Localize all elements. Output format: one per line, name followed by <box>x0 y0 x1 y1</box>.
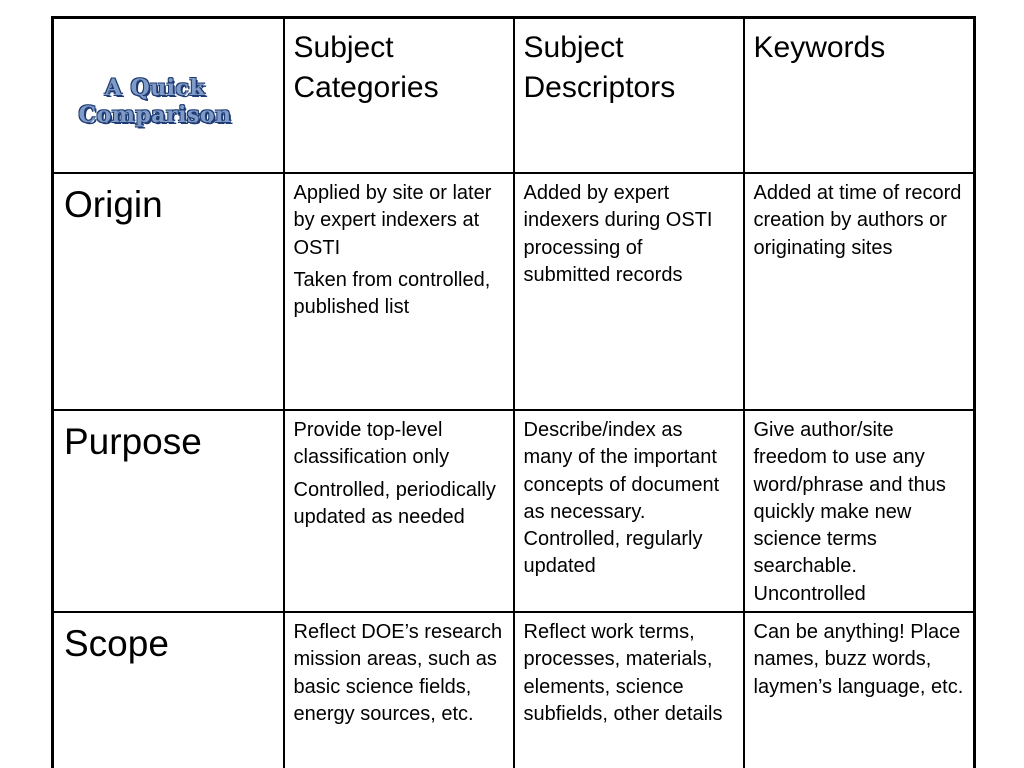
purpose-label: Purpose <box>64 421 202 462</box>
origin-categories-cell <box>284 173 514 410</box>
logo-line-1: A Quick <box>104 75 206 101</box>
purpose-row <box>53 410 975 612</box>
origin-row <box>53 173 975 410</box>
scope-keywords-cell <box>744 612 975 768</box>
scope-descriptors-cell <box>514 612 744 768</box>
purpose-descriptors-text: Describe/index as many of the important concepts of document as necessary. Controlled, regularly updated <box>523 419 720 578</box>
scope-label: Scope <box>64 623 169 664</box>
header-subject-descriptors-line-2: Descriptors <box>523 71 676 104</box>
logo-line-2: Comparison <box>78 102 232 128</box>
header-keywords-line-1: Keywords <box>753 31 886 64</box>
header-subject-categories <box>284 18 514 174</box>
origin-label: Origin <box>64 184 163 225</box>
header-subject-categories-line-2: Categories <box>293 71 439 104</box>
purpose-categories-text-1: Provide top-level classification only <box>293 419 450 469</box>
comparison-table <box>51 16 976 768</box>
scope-categories-text: Reflect DOE’s research mission areas, such as basic science fields, energy sources, etc. <box>293 621 503 725</box>
header-keywords <box>744 18 975 174</box>
origin-descriptors-text: Added by expert indexers during OSTI processing of submitted records <box>523 182 713 286</box>
purpose-keywords-cell <box>744 410 975 612</box>
origin-label-cell <box>53 173 284 410</box>
purpose-keywords-text: Give author/site freedom to use any word/phrase and thus quickly make new science terms searchable. Uncontrolled <box>753 419 946 605</box>
origin-keywords-text: Added at time of record creation by authors or originating sites <box>753 182 962 259</box>
purpose-label-cell <box>53 410 284 612</box>
header-subject-descriptors-line-1: Subject <box>523 31 624 64</box>
quick-comparison-logo <box>70 75 240 129</box>
origin-descriptors-cell <box>514 173 744 410</box>
origin-categories-text-2: Taken from controlled, published list <box>293 268 491 319</box>
scope-row <box>53 612 975 768</box>
header-row <box>53 18 975 174</box>
scope-descriptors-text: Reflect work terms, processes, materials, elements, science subfields, other details <box>523 621 723 725</box>
logo-cell <box>53 18 284 174</box>
origin-categories-text-1: Applied by site or later by expert indexers at OSTI <box>293 182 492 259</box>
purpose-descriptors-cell <box>514 410 744 612</box>
scope-label-cell <box>53 612 284 768</box>
purpose-categories-cell <box>284 410 514 612</box>
scope-categories-cell <box>284 612 514 768</box>
header-subject-descriptors <box>514 18 744 174</box>
purpose-categories-text-2: Controlled, periodically updated as needed <box>293 478 496 528</box>
origin-keywords-cell <box>744 173 975 410</box>
scope-keywords-text: Can be anything! Place names, buzz words, laymen’s language, etc. <box>753 621 964 698</box>
header-subject-categories-line-1: Subject <box>293 31 394 64</box>
